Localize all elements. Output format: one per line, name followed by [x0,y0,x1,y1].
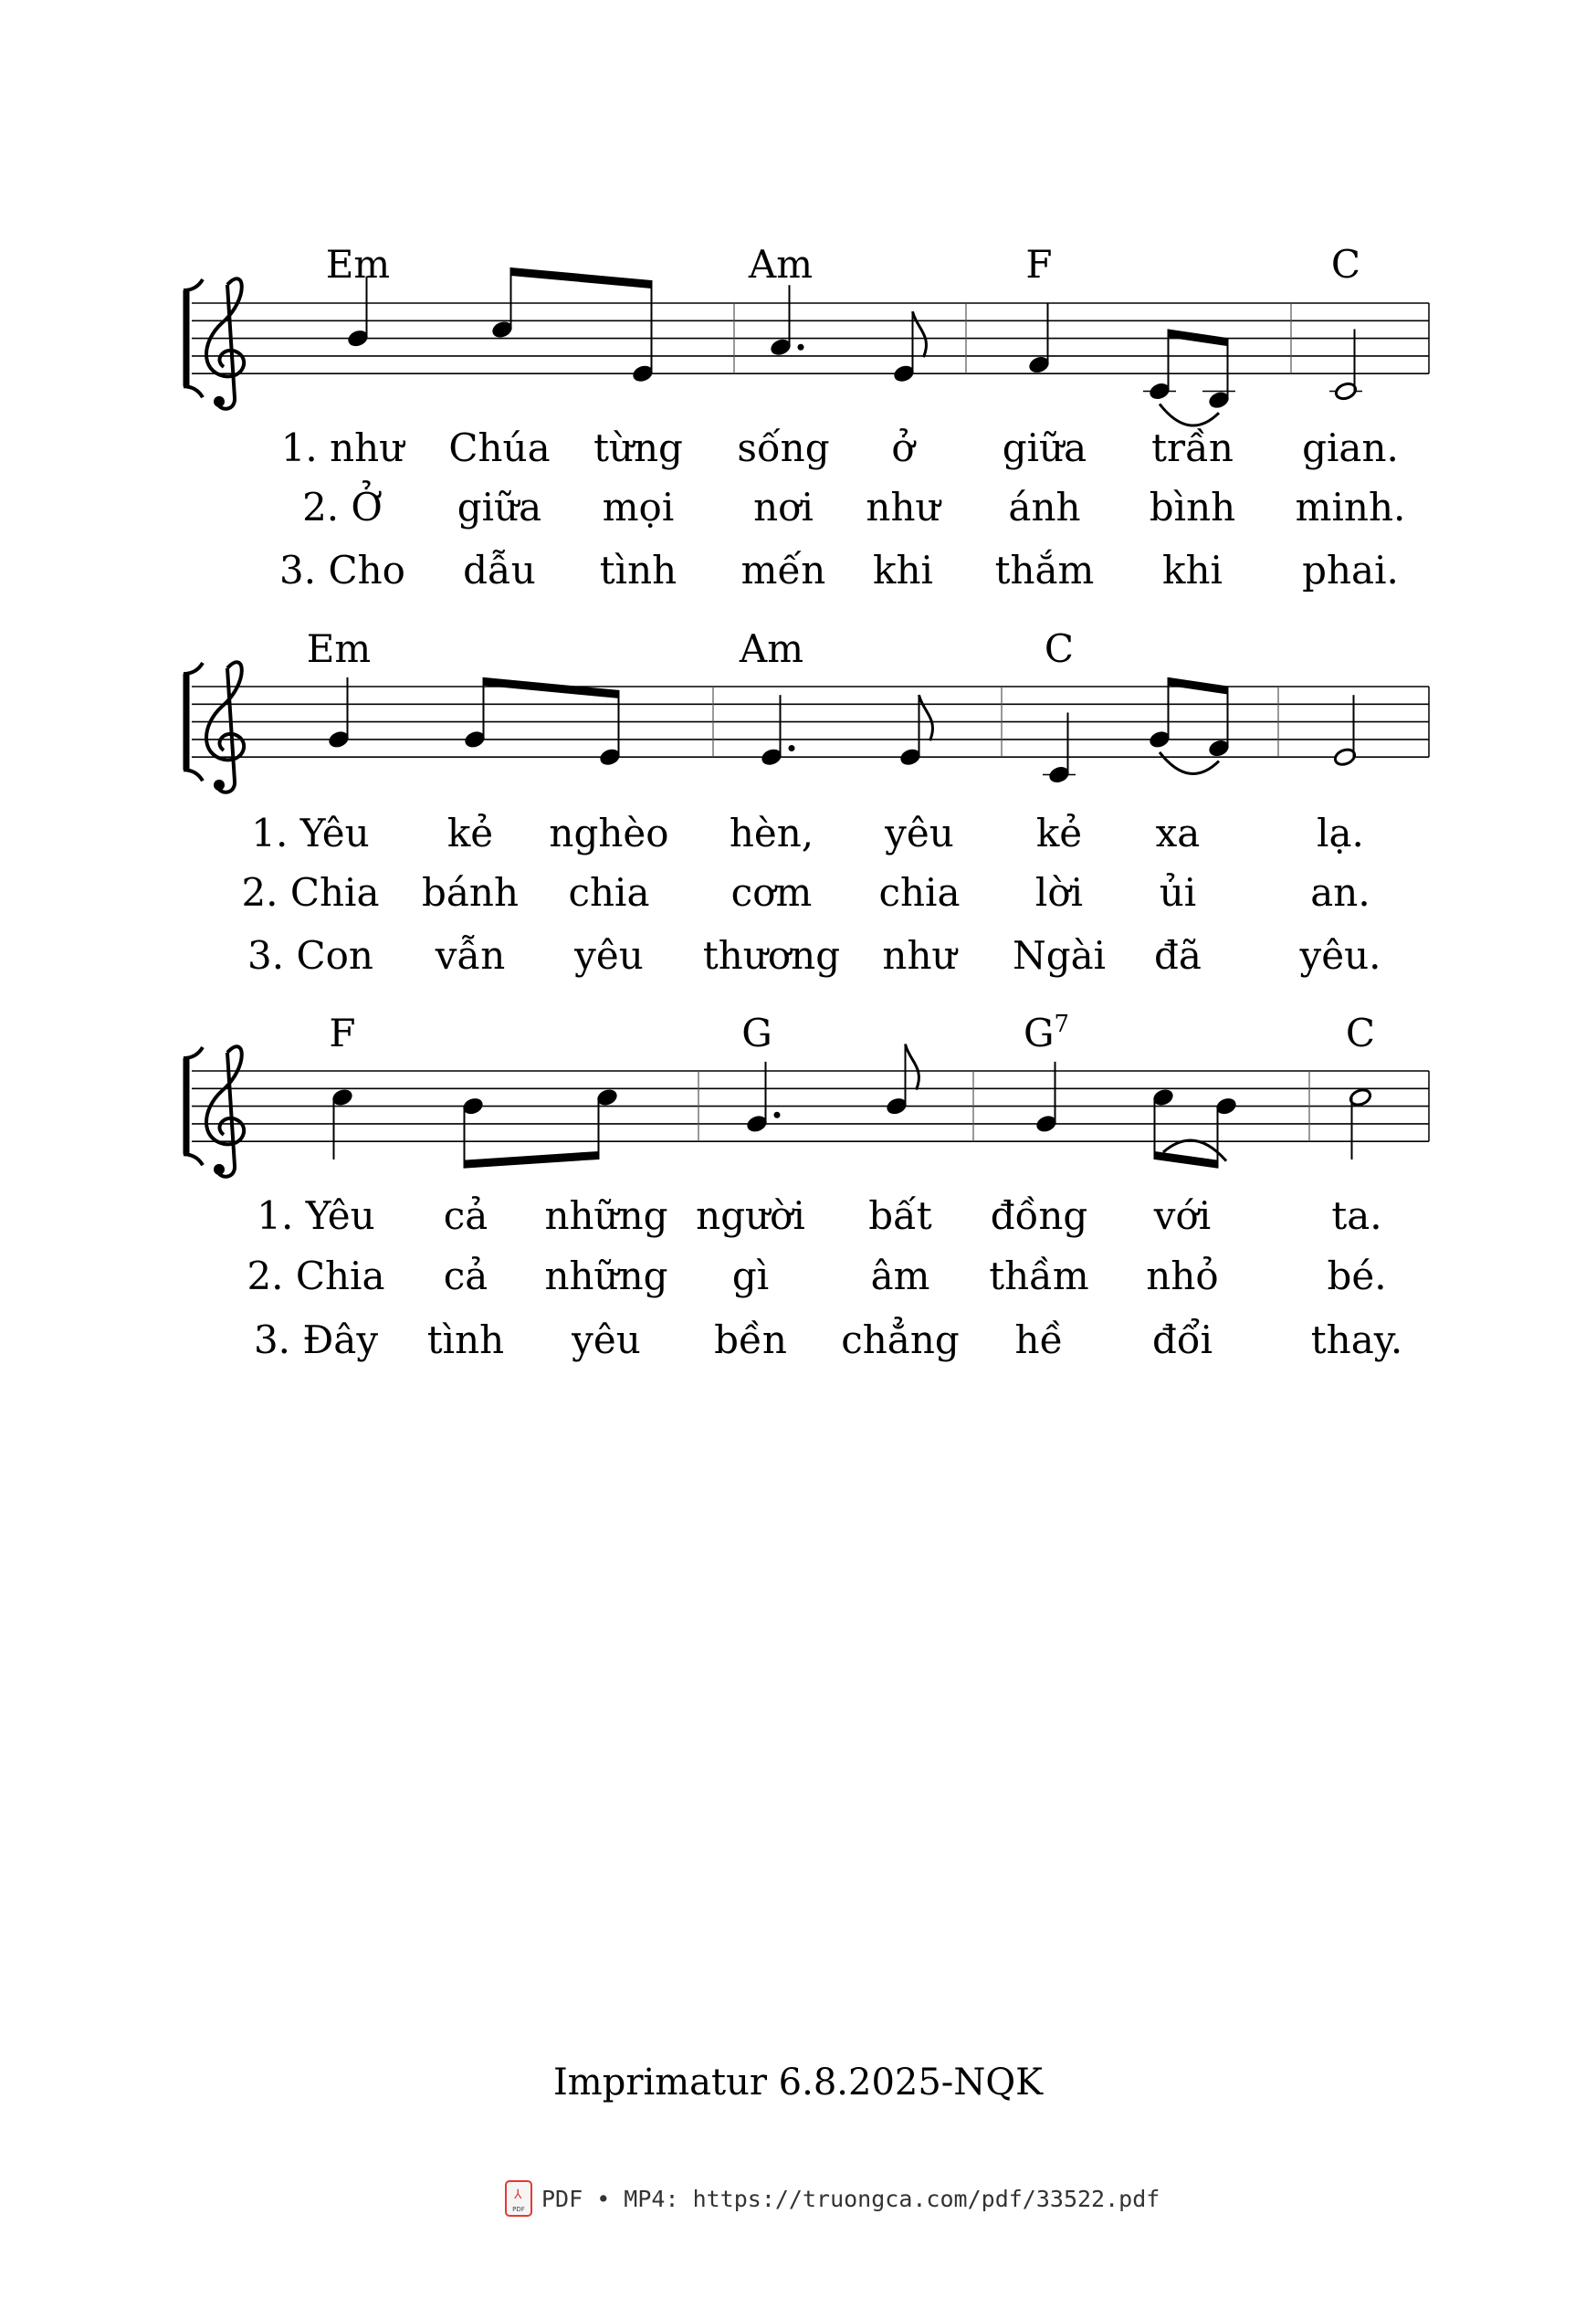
lyric-syllable: bánh [421,870,520,915]
lyric-syllable: âm [870,1254,930,1298]
lyric-syllable: 1. Yêu [257,1193,375,1238]
lyric-syllable: an. [1310,870,1370,915]
lyric-syllable: 2. Ở [302,485,383,530]
chord-root: C [1345,1011,1376,1055]
lyric-syllable: khi [1162,548,1223,593]
chord-symbol [1346,1011,1375,1055]
lyric-syllable: ở [891,425,915,470]
download-link-text[interactable]: PDF • MP4: https://truongca.com/pdf/33522.pdf [541,2185,1160,2212]
lyric-syllable: minh. [1295,485,1406,530]
lyric-syllable: đổi [1151,1317,1213,1362]
augmentation-dot [798,344,804,351]
treble-clef-icon [206,278,244,408]
chord-symbol [307,626,372,671]
lyric-syllable: vẫn [435,933,506,978]
lyric-syllable: xa [1155,811,1201,855]
lyric-syllable: chẳng [841,1317,960,1362]
chord-root: Am [748,242,814,287]
lyric-syllable: cả [443,1254,488,1298]
lyric-syllable: 2. Chia [241,870,380,915]
treble-clef-dot [214,1164,225,1175]
lyric-syllable: lạ. [1317,811,1364,855]
lyric-syllable: hề [1014,1317,1064,1362]
lyric-syllable: 1. Yêu [251,811,370,855]
lyric-syllable: nghèo [549,811,669,855]
note-beam [1169,330,1228,347]
lyric-syllable: ánh [1008,485,1081,530]
lyric-syllable: tình [599,548,677,593]
system-bracket [184,1154,203,1165]
chord-root: Em [325,242,391,287]
note-flag [919,695,933,740]
system-bracket [184,279,203,290]
treble-clef-dot [214,780,225,791]
chord-root: F [329,1011,356,1055]
lyric-syllable: yêu. [1299,933,1381,978]
chord-symbol [748,242,813,287]
chord-symbol [1331,242,1360,287]
lyric-syllable: Chúa [448,425,551,470]
treble-clef-icon [206,662,244,792]
slur [1160,752,1219,774]
lyric-syllable: cả [443,1193,488,1238]
treble-clef-path [206,1046,244,1176]
lyric-syllable: ủi [1159,870,1197,915]
chord-root: C [1330,242,1361,287]
lyric-syllable: gian. [1302,425,1399,470]
note-beam [511,268,652,289]
lyric-syllable: đồng [990,1193,1088,1238]
lyric-syllable: nơi [753,485,814,530]
lyric-syllable: sống [737,425,830,470]
lyric-syllable: bình [1149,485,1236,530]
system-bracket [184,1047,203,1058]
slur [1160,404,1219,426]
system-2 [184,626,1429,978]
chord-symbol [1025,242,1052,287]
system-1 [184,242,1429,593]
note-beam [1155,1151,1218,1169]
note-flag [913,311,927,357]
chord-symbol [326,242,391,287]
lyric-syllable: những [544,1193,668,1238]
lyric-syllable: những [544,1254,668,1298]
lyric-syllable: gì [731,1254,770,1298]
chord-symbol [1024,1011,1069,1055]
system-bracket [184,663,203,674]
treble-clef-icon [206,1046,244,1176]
lyric-syllable: giữa [457,485,542,530]
lyric-syllable: thắm [994,548,1095,593]
lyric-syllable: chia [878,870,961,915]
lyric-syllable: đã [1154,933,1202,978]
lyric-syllable: yêu [885,811,954,855]
lyric-syllable: người [696,1193,805,1238]
system-3 [184,1011,1429,1362]
lyric-syllable: giữa [1002,425,1087,470]
augmentation-dot [774,1112,781,1118]
chord-root: G [1023,1011,1055,1055]
lyric-syllable: phai. [1302,548,1399,593]
note-beam [484,677,619,698]
lyric-syllable: thầm [989,1254,1089,1298]
chord-root: G [741,1011,772,1055]
chord-root: C [1044,626,1075,671]
lyric-syllable: hèn, [729,811,814,855]
chord-symbol [1045,626,1074,671]
note-beam [1169,677,1228,695]
lyric-syllable: yêu [574,933,644,978]
lyric-syllable: với [1153,1193,1212,1238]
lyric-syllable: bất [868,1193,932,1238]
lyric-syllable: thay. [1310,1317,1403,1362]
imprimatur-text: Imprimatur 6.8.2025-NQK [552,2062,1043,2104]
lyric-syllable: nhỏ [1146,1254,1219,1298]
lyric-syllable: cơm [730,870,813,915]
lyric-syllable: bền [714,1317,787,1362]
lyric-syllable: thương [702,933,841,978]
treble-clef-path [206,278,244,408]
lyric-syllable: chia [568,870,650,915]
lyric-syllable: 3. Con [247,933,373,978]
lyric-syllable: 1. như [280,425,404,470]
lyric-syllable: ta. [1331,1193,1382,1238]
chord-symbol [741,1011,772,1055]
chord-root: Em [306,626,372,671]
lyric-syllable: trần [1151,425,1234,470]
lyric-syllable: yêu [572,1317,641,1362]
lyric-syllable: mọi [602,485,675,530]
lyric-syllable: tình [426,1317,505,1362]
lyric-syllable: lời [1034,870,1084,915]
pdf-file-icon: ⅄ PDF [505,2180,532,2217]
chord-symbol [739,626,803,671]
lyric-syllable: từng [593,425,683,470]
lyric-syllable: Ngài [1012,933,1107,978]
treble-clef-path [206,662,244,792]
lyric-syllable: bé. [1327,1254,1387,1298]
chord-symbol [329,1011,355,1055]
system-bracket [184,386,203,397]
note-flag [906,1044,919,1090]
lyric-syllable: mến [740,548,826,593]
treble-clef-dot [214,396,225,407]
lyric-syllable: như [882,933,957,978]
chord-root: F [1025,242,1053,287]
lyric-syllable: kẻ [446,811,494,855]
lyric-syllable: kẻ [1035,811,1083,855]
lyric-syllable: dẫu [463,548,536,593]
system-bracket [184,770,203,781]
chord-extension: 7 [1054,1011,1070,1038]
lyric-syllable: khi [873,548,933,593]
note-beam [465,1151,599,1169]
chord-root: Am [739,626,804,671]
lyric-syllable: 2. Chia [247,1254,385,1298]
augmentation-dot [789,745,795,751]
lyric-syllable: 3. Đây [253,1317,379,1362]
lyric-syllable: như [866,485,940,530]
lyric-syllable: 3. Cho [279,548,405,593]
download-link[interactable] [505,2180,1160,2217]
